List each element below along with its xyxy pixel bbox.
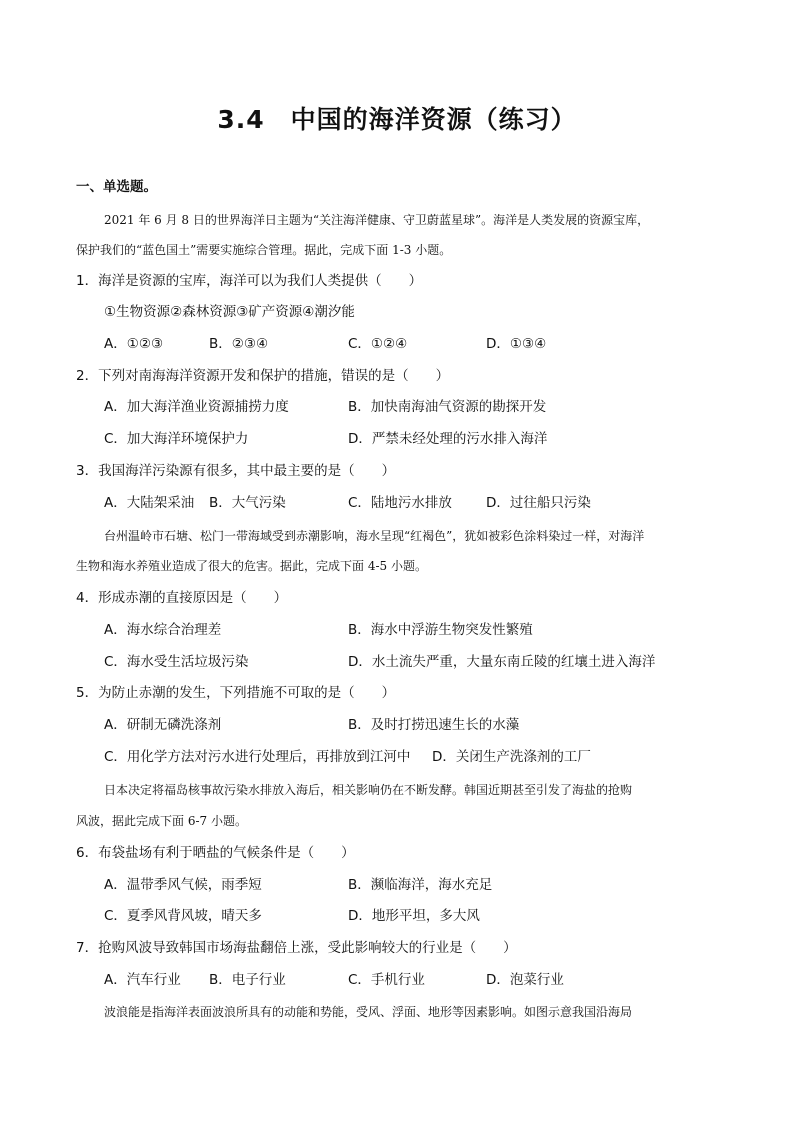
- question-sub: ①生物资源②森林资源③矿产资源④潮汐能: [104, 304, 355, 320]
- question-stem: 1．海洋是资源的宝库，海洋可以为我们人类提供（ ）: [76, 273, 423, 289]
- page-title: [0, 100, 794, 136]
- option-a[interactable]: A．加大海洋渔业资源捕捞力度: [104, 399, 289, 415]
- passage-line: 2021 年 6 月 8 日的世界海洋日主题为“关注海洋健康、守卫蔚蓝星球”。海洋是人类发展的资源宝库，: [104, 213, 650, 227]
- option-b[interactable]: B．电子行业: [209, 972, 286, 988]
- option-d[interactable]: D．①③④: [486, 336, 547, 352]
- option-c[interactable]: C．夏季风背风坡，晴天多: [104, 908, 262, 924]
- title-text: 中国的海洋资源（练习）: [290, 105, 577, 134]
- question-stem: 7．抢购风波导致韩国市场海盐翻倍上涨，受此影响较大的行业是（ ）: [76, 940, 517, 956]
- option-c[interactable]: C．加大海洋环境保护力: [104, 431, 249, 447]
- option-b[interactable]: B．大气污染: [209, 495, 286, 511]
- option-b[interactable]: B．及时打捞迅速生长的水藻: [348, 717, 520, 733]
- option-c[interactable]: C．陆地污水排放: [348, 495, 452, 511]
- option-d[interactable]: D．严禁未经处理的污水排入海洋: [348, 431, 548, 447]
- question-stem: 2．下列对南海海洋资源开发和保护的措施，错误的是（ ）: [76, 368, 450, 384]
- option-a[interactable]: A．汽车行业: [104, 972, 181, 988]
- passage-line: 生物和海水养殖业造成了很大的危害。据此，完成下面 4-5 小题。: [76, 559, 427, 573]
- question-stem: 4．形成赤潮的直接原因是（ ）: [76, 590, 288, 606]
- option-a[interactable]: A．温带季风气候，雨季短: [104, 877, 262, 893]
- passage-line: 保护我们的“蓝色国土”需要实施综合管理。据此，完成下面 1-3 小题。: [76, 243, 452, 257]
- question-stem: 5．为防止赤潮的发生，下列措施不可取的是（ ）: [76, 685, 396, 701]
- passage-line: 波浪能是指海洋表面波浪所具有的动能和势能，受风、浮面、地形等因素影响。如图示意我国沿海局: [104, 1005, 633, 1019]
- passage-line: 台州温岭市石塘、松门一带海域受到赤潮影响，海水呈现“红褐色”，犹如被彩色涂料染过一样，对海洋: [104, 529, 645, 543]
- passage-line: 日本决定将福岛核事故污染水排放入海后，相关影响仍在不断发酵。韩国近期甚至引发了海盐的抢购: [104, 783, 633, 797]
- option-c[interactable]: C．①②④: [348, 336, 408, 352]
- option-c[interactable]: C．手机行业: [348, 972, 425, 988]
- option-c[interactable]: C．用化学方法对污水进行处理后，再排放到江河中: [104, 749, 411, 765]
- option-a[interactable]: A．大陆架采油: [104, 495, 195, 511]
- option-d[interactable]: D．地形平坦，多大风: [348, 908, 480, 924]
- option-b[interactable]: B．海水中浮游生物突发性繁殖: [348, 622, 533, 638]
- option-d[interactable]: D．过往船只污染: [486, 495, 591, 511]
- passage-line: 风波，据此完成下面 6-7 小题。: [76, 814, 247, 828]
- option-c[interactable]: C．海水受生活垃圾污染: [104, 654, 249, 670]
- section-heading: 一、单选题。: [76, 179, 157, 195]
- option-a[interactable]: A．海水综合治理差: [104, 622, 222, 638]
- option-a[interactable]: A．研制无磷洗涤剂: [104, 717, 222, 733]
- option-b[interactable]: B．加快南海油气资源的勘探开发: [348, 399, 547, 415]
- question-stem: 6．布袋盐场有利于晒盐的气候条件是（ ）: [76, 845, 355, 861]
- option-b[interactable]: B．濒临海洋，海水充足: [348, 877, 493, 893]
- option-d[interactable]: D．关闭生产洗涤剂的工厂: [432, 749, 591, 765]
- option-d[interactable]: D．泡菜行业: [486, 972, 564, 988]
- title-number: 3.4: [217, 105, 265, 134]
- option-a[interactable]: A．①②③: [104, 336, 164, 352]
- option-b[interactable]: B．②③④: [209, 336, 269, 352]
- option-d[interactable]: D．水土流失严重，大量东南丘陵的红壤土进入海洋: [348, 654, 656, 670]
- question-stem: 3．我国海洋污染源有很多，其中最主要的是（ ）: [76, 463, 396, 479]
